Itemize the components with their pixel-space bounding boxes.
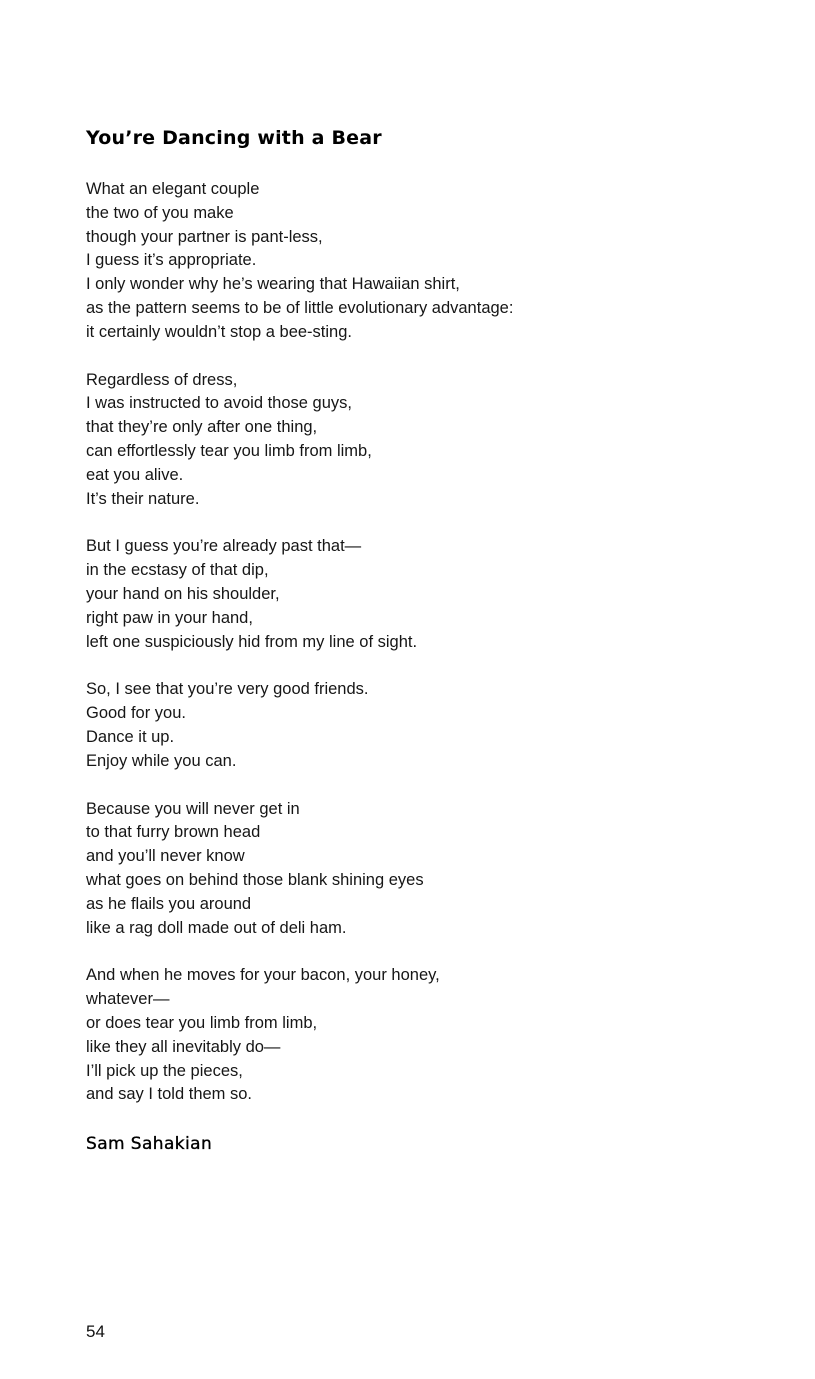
poem-line: and say I told them so. — [86, 1085, 253, 1104]
poem-line: it certainly wouldn’t stop a bee-sting. — [86, 322, 352, 341]
poem-stanza — [86, 678, 766, 773]
poem-title: You’re Dancing with a Bear — [86, 127, 382, 149]
poem-line: Because you will never get in — [86, 799, 300, 818]
poem-line: left one suspiciously hid from my line of sight. — [86, 632, 418, 651]
poem-line: Good for you. — [86, 704, 186, 723]
poem-line: that they’re only after one thing, — [86, 418, 318, 437]
poem-author: Sam Sahakian — [86, 1134, 213, 1154]
poem-line: and you’ll never know — [86, 847, 245, 866]
poem-line: Dance it up. — [86, 727, 175, 746]
poem-line: as the pattern seems to be of little evolutionary advantage: — [86, 298, 514, 317]
poem-line: I only wonder why he’s wearing that Hawaiian shirt, — [86, 275, 460, 294]
poem-stanza — [86, 178, 766, 345]
poem-line: though your partner is pant-less, — [86, 227, 323, 246]
poem-line: Enjoy while you can. — [86, 751, 237, 770]
poem-line: And when he moves for your bacon, your honey, — [86, 966, 440, 985]
poem-line: to that furry brown head — [86, 823, 261, 842]
poem-line: like a rag doll made out of deli ham. — [86, 918, 347, 937]
poem-line: I’ll pick up the pieces, — [86, 1061, 243, 1080]
poem-line: What an elegant couple — [86, 180, 260, 198]
poem-line: in the ecstasy of that dip, — [86, 561, 269, 580]
poem-line: the two of you make — [86, 203, 234, 222]
poem-line: But I guess you’re already past that— — [86, 537, 362, 556]
poem-line: as he flails you around — [86, 894, 252, 913]
poem-line: what goes on behind those blank shining eyes — [86, 870, 424, 889]
poem-stanza — [86, 798, 766, 941]
poem-line: your hand on his shoulder, — [86, 584, 280, 603]
poem-line: I guess it’s appropriate. — [86, 251, 257, 270]
poem-body — [86, 178, 766, 1131]
poem-line: like they all inevitably do— — [86, 1037, 281, 1056]
poem-line: or does tear you limb from limb, — [86, 1013, 318, 1032]
poem-line: So, I see that you’re very good friends. — [86, 680, 369, 699]
poem-stanza — [86, 535, 766, 654]
poem-line: eat you alive. — [86, 465, 184, 484]
poem-line: right paw in your hand, — [86, 608, 253, 627]
poem-line: Regardless of dress, — [86, 370, 238, 389]
poem-stanza — [86, 964, 766, 1107]
poem-line: It’s their nature. — [86, 489, 200, 508]
page-number: 54 — [86, 1322, 105, 1341]
poem-stanza — [86, 369, 766, 512]
poem-line: whatever— — [86, 990, 170, 1009]
poem-line: can effortlessly tear you limb from limb, — [86, 441, 372, 460]
poem-line: I was instructed to avoid those guys, — [86, 394, 352, 413]
